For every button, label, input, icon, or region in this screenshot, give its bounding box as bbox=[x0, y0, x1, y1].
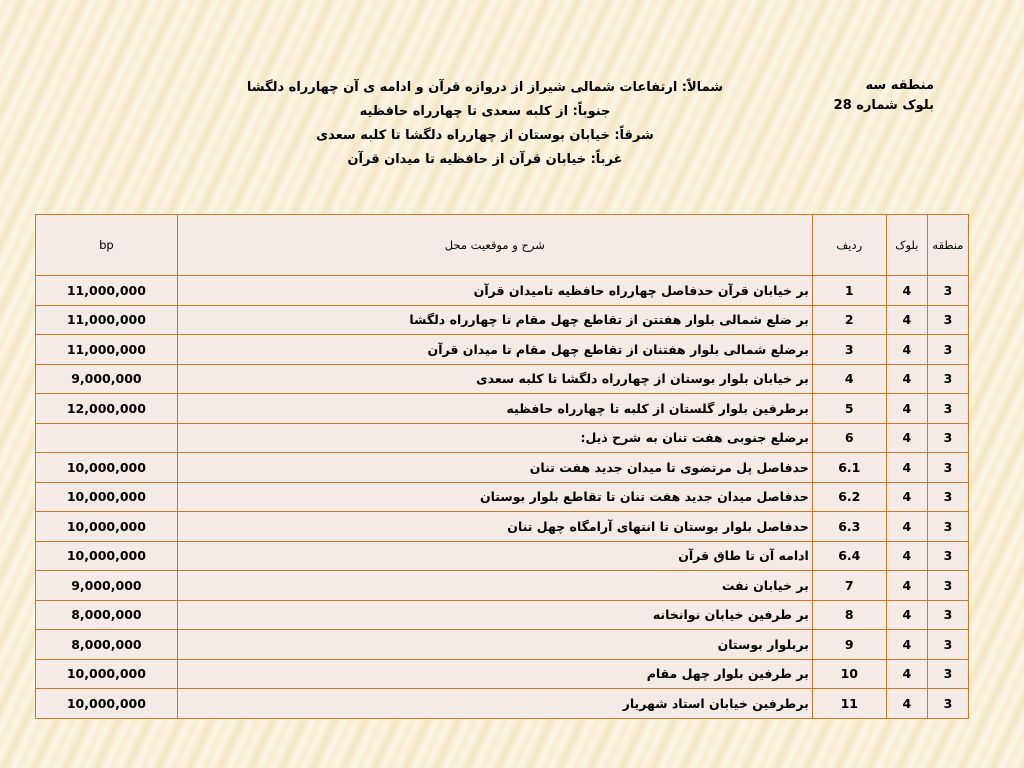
cell-block: 4 bbox=[886, 394, 927, 424]
header-block: بلوک bbox=[886, 215, 927, 276]
region-title: منطقه سه bbox=[865, 78, 934, 93]
cell-region: 3 bbox=[927, 482, 968, 512]
cell-region: 3 bbox=[927, 276, 968, 306]
cell-description: حدفاصل پل مرتضوی تا میدان جدید هفت تنان bbox=[177, 453, 812, 483]
boundary-west: غرباً: خیابان قرآن از حافظیه تا میدان قرآن bbox=[347, 152, 623, 167]
cell-row-number: 3 bbox=[812, 335, 886, 365]
cell-block: 4 bbox=[886, 512, 927, 542]
cell-description: بر خیابان نفت bbox=[177, 571, 812, 601]
cell-block: 4 bbox=[886, 689, 927, 719]
block-number: بلوک شماره 28 bbox=[833, 98, 934, 113]
cell-description: برضلع جنوبی هفت تنان به شرح ذیل: bbox=[177, 423, 812, 453]
cell-block: 4 bbox=[886, 659, 927, 689]
cell-region: 3 bbox=[927, 571, 968, 601]
cell-row-number: 4 bbox=[812, 364, 886, 394]
cell-region: 3 bbox=[927, 600, 968, 630]
cell-row-number: 6.3 bbox=[812, 512, 886, 542]
cell-bp: 8,000,000 bbox=[36, 630, 178, 660]
cell-region: 3 bbox=[927, 364, 968, 394]
table-row bbox=[36, 600, 969, 630]
cell-bp: 10,000,000 bbox=[36, 659, 178, 689]
cell-description: حدفاصل بلوار بوستان تا انتهای آرامگاه چهل تنان bbox=[177, 512, 812, 542]
cell-description: بر خیابان بلوار بوستان از چهارراه دلگشا تا کلبه سعدی bbox=[177, 364, 812, 394]
table-row bbox=[36, 276, 969, 306]
table-row bbox=[36, 364, 969, 394]
cell-row-number: 11 bbox=[812, 689, 886, 719]
cell-block: 4 bbox=[886, 335, 927, 365]
price-table bbox=[35, 214, 969, 719]
cell-region: 3 bbox=[927, 630, 968, 660]
cell-description: بربلوار بوستان bbox=[177, 630, 812, 660]
cell-description: برطرفین خیابان استاد شهریار bbox=[177, 689, 812, 719]
table-row bbox=[36, 571, 969, 601]
cell-region: 3 bbox=[927, 394, 968, 424]
cell-block: 4 bbox=[886, 305, 927, 335]
cell-bp: 9,000,000 bbox=[36, 364, 178, 394]
region-block-heading bbox=[774, 76, 934, 116]
cell-description: برطرفین بلوار گلستان از کلبه تا چهارراه حافظیه bbox=[177, 394, 812, 424]
cell-region: 3 bbox=[927, 659, 968, 689]
table-header-row bbox=[36, 215, 969, 276]
cell-region: 3 bbox=[927, 689, 968, 719]
cell-bp: 10,000,000 bbox=[36, 689, 178, 719]
cell-region: 3 bbox=[927, 512, 968, 542]
cell-bp: 10,000,000 bbox=[36, 453, 178, 483]
header-description: شرح و موقعیت محل bbox=[177, 215, 812, 276]
cell-region: 3 bbox=[927, 541, 968, 571]
cell-description: برضلع شمالی بلوار هفتنان از تقاطع چهل مقام تا میدان قرآن bbox=[177, 335, 812, 365]
boundaries-description bbox=[230, 76, 740, 172]
table-row bbox=[36, 630, 969, 660]
cell-row-number: 9 bbox=[812, 630, 886, 660]
cell-description: ادامه آن تا طاق قرآن bbox=[177, 541, 812, 571]
table-row bbox=[36, 423, 969, 453]
cell-block: 4 bbox=[886, 600, 927, 630]
cell-description: بر طرفین خیابان نوانخانه bbox=[177, 600, 812, 630]
cell-row-number: 2 bbox=[812, 305, 886, 335]
header-bp: bp bbox=[36, 215, 178, 276]
cell-bp bbox=[36, 423, 178, 453]
cell-row-number: 6.1 bbox=[812, 453, 886, 483]
cell-bp: 12,000,000 bbox=[36, 394, 178, 424]
boundary-east: شرقاً: خیابان بوستان از چهارراه دلگشا تا کلبه سعدی bbox=[316, 128, 654, 143]
cell-row-number: 5 bbox=[812, 394, 886, 424]
header-region: منطقه bbox=[927, 215, 968, 276]
cell-region: 3 bbox=[927, 423, 968, 453]
table-row bbox=[36, 689, 969, 719]
table-row bbox=[36, 541, 969, 571]
cell-bp: 8,000,000 bbox=[36, 600, 178, 630]
cell-row-number: 7 bbox=[812, 571, 886, 601]
cell-block: 4 bbox=[886, 571, 927, 601]
table-row bbox=[36, 453, 969, 483]
cell-bp: 10,000,000 bbox=[36, 541, 178, 571]
cell-bp: 11,000,000 bbox=[36, 335, 178, 365]
table-row bbox=[36, 394, 969, 424]
cell-bp: 11,000,000 bbox=[36, 276, 178, 306]
boundary-north: شمالاً: ارتفاعات شمالی شیراز از دروازه قرآن و ادامه ی آن چهارراه دلگشا bbox=[246, 80, 724, 95]
cell-bp: 10,000,000 bbox=[36, 512, 178, 542]
cell-block: 4 bbox=[886, 482, 927, 512]
cell-description: بر طرفین بلوار چهل مقام bbox=[177, 659, 812, 689]
cell-bp: 10,000,000 bbox=[36, 482, 178, 512]
table-body bbox=[36, 276, 969, 719]
cell-row-number: 6.2 bbox=[812, 482, 886, 512]
cell-block: 4 bbox=[886, 541, 927, 571]
table-row bbox=[36, 482, 969, 512]
cell-block: 4 bbox=[886, 276, 927, 306]
cell-region: 3 bbox=[927, 335, 968, 365]
cell-block: 4 bbox=[886, 453, 927, 483]
cell-row-number: 6 bbox=[812, 423, 886, 453]
cell-block: 4 bbox=[886, 423, 927, 453]
cell-bp: 9,000,000 bbox=[36, 571, 178, 601]
table-row bbox=[36, 335, 969, 365]
cell-description: حدفاصل میدان جدید هفت تنان تا تقاطع بلوار بوستان bbox=[177, 482, 812, 512]
boundary-south: جنوباً: از کلبه سعدی تا چهارراه حافظیه bbox=[359, 104, 611, 119]
cell-row-number: 6.4 bbox=[812, 541, 886, 571]
cell-region: 3 bbox=[927, 453, 968, 483]
cell-row-number: 8 bbox=[812, 600, 886, 630]
cell-row-number: 10 bbox=[812, 659, 886, 689]
cell-description: بر ضلع شمالی بلوار هفتتن از تقاطع چهل مقام تا چهارراه دلگشا bbox=[177, 305, 812, 335]
table-row bbox=[36, 512, 969, 542]
cell-description: بر خیابان قرآن حدفاصل چهارراه حافظیه تامیدان قرآن bbox=[177, 276, 812, 306]
table-row bbox=[36, 659, 969, 689]
cell-row-number: 1 bbox=[812, 276, 886, 306]
cell-bp: 11,000,000 bbox=[36, 305, 178, 335]
table-row bbox=[36, 305, 969, 335]
header-row-number: ردیف bbox=[812, 215, 886, 276]
cell-block: 4 bbox=[886, 630, 927, 660]
cell-region: 3 bbox=[927, 305, 968, 335]
cell-block: 4 bbox=[886, 364, 927, 394]
